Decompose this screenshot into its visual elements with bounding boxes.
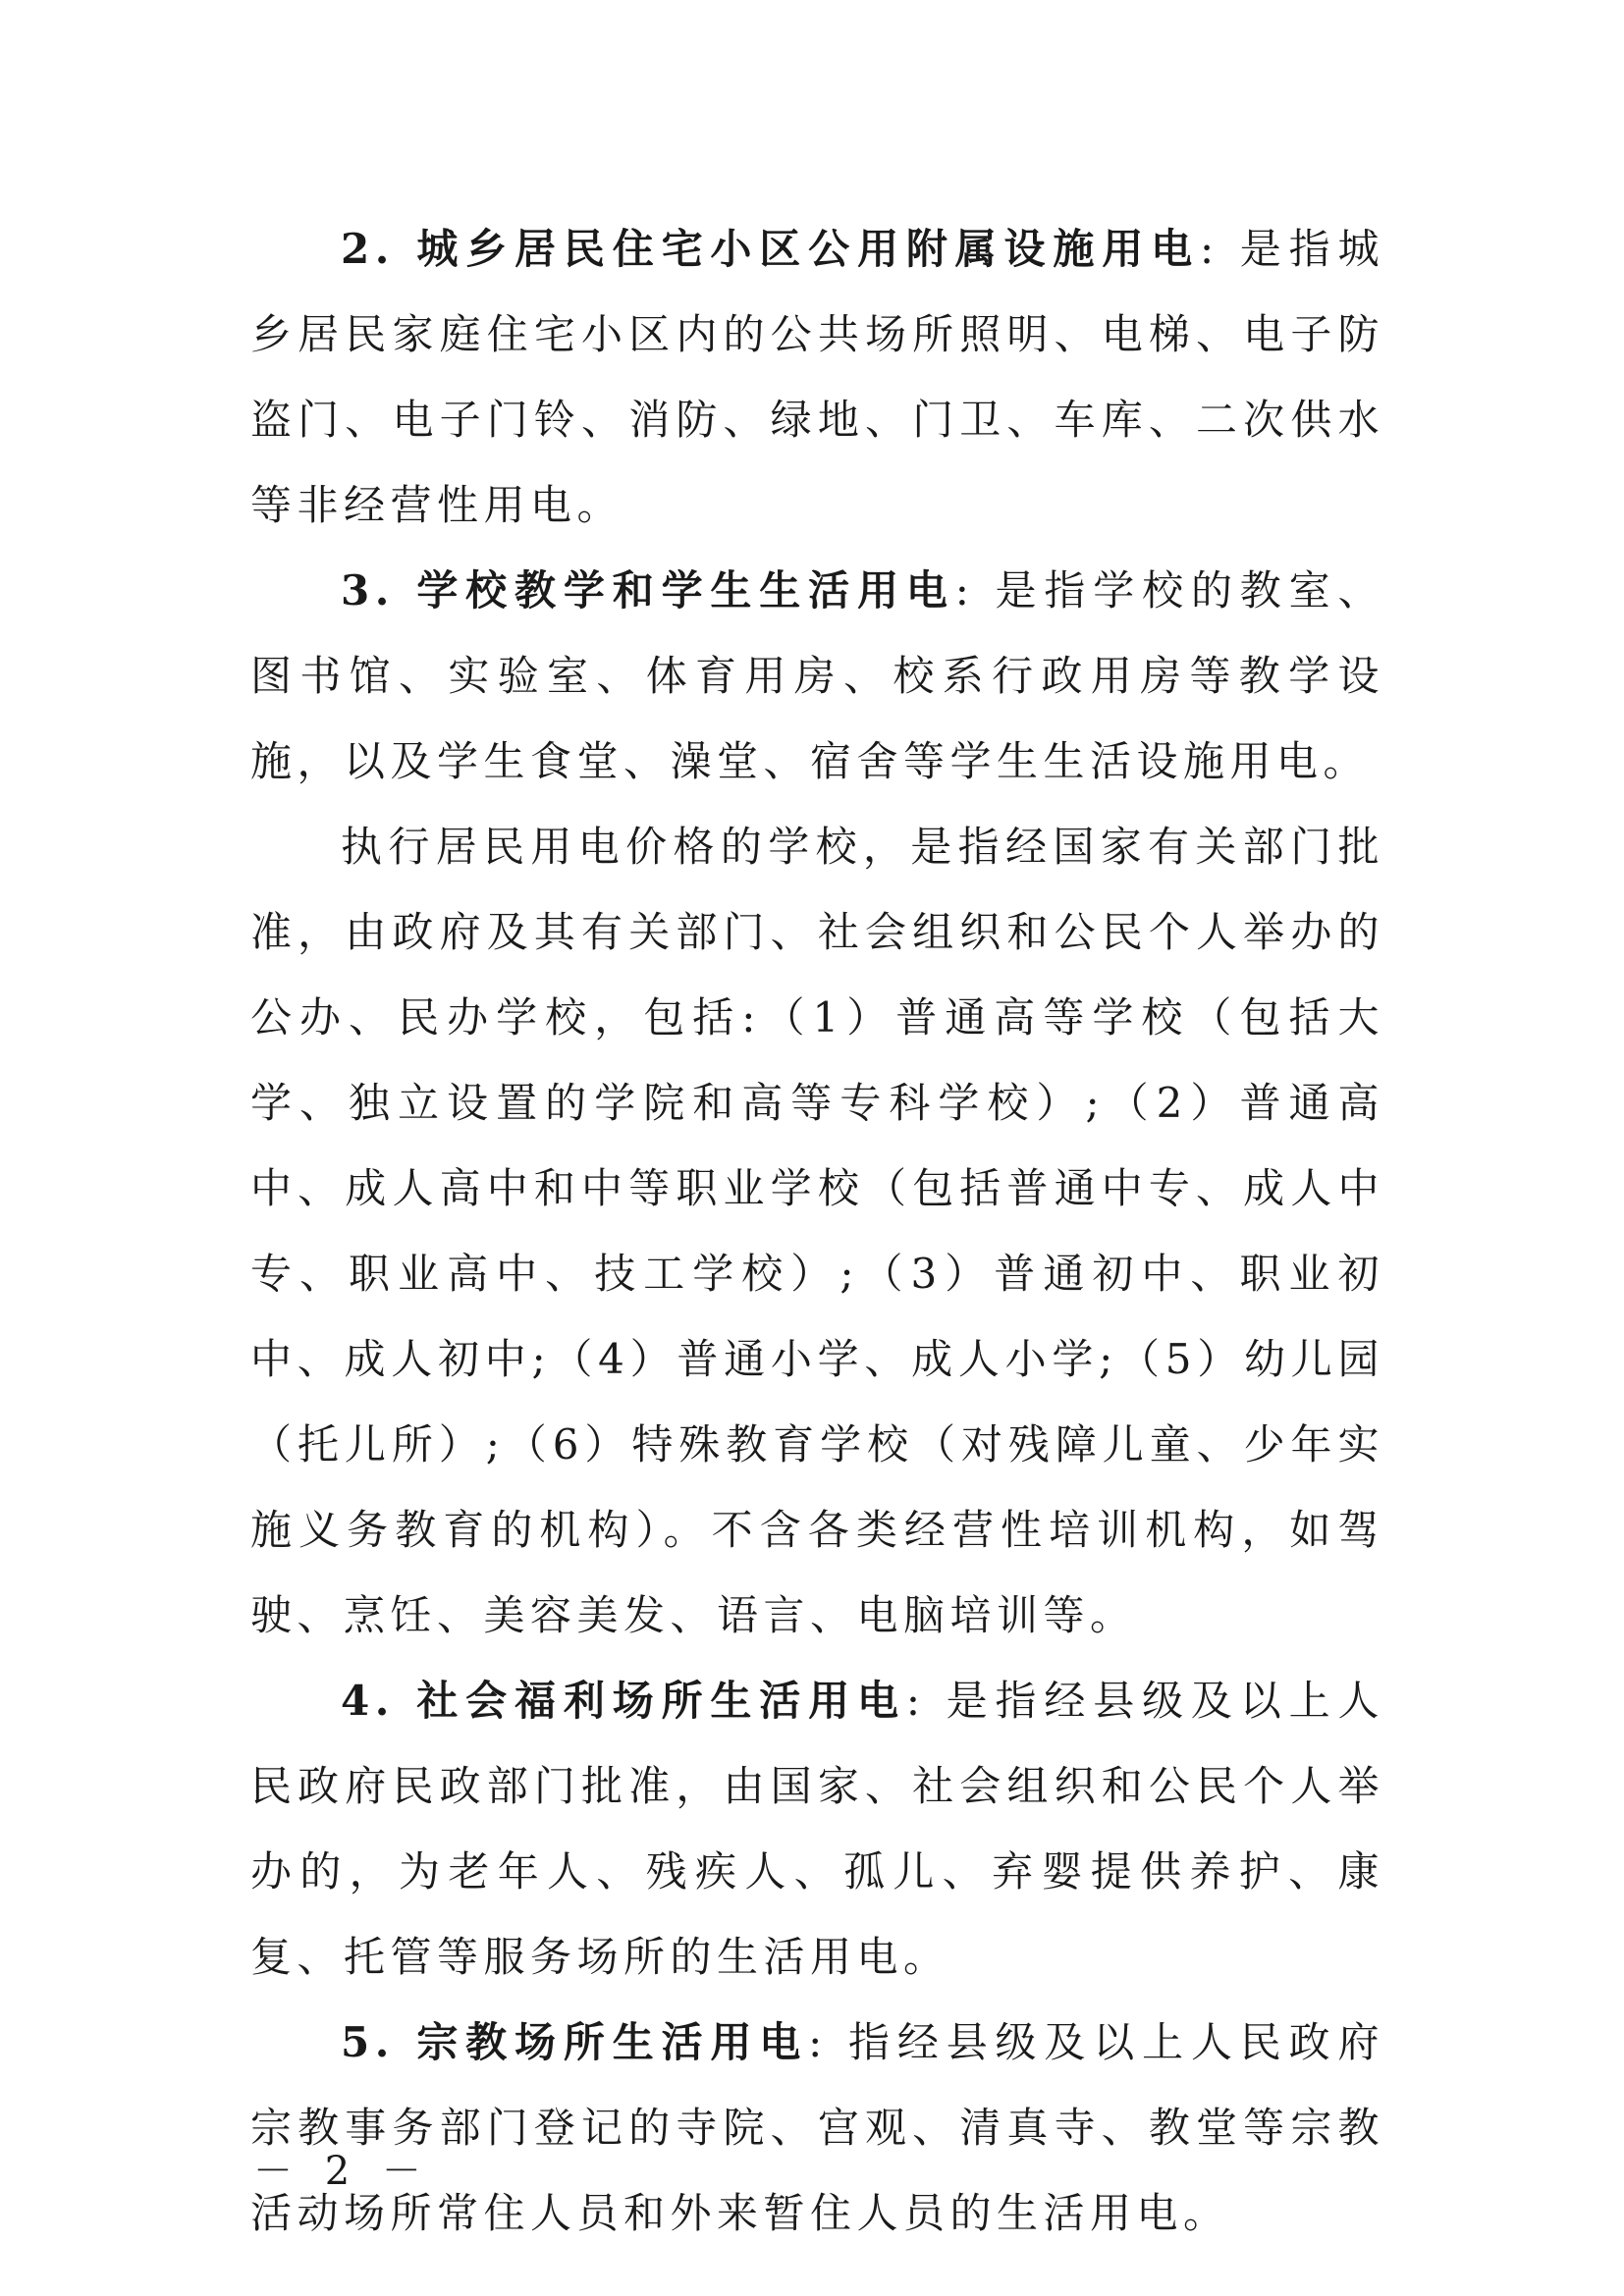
paragraph-heading: 5. 宗教场所生活用电 <box>341 2018 809 2066</box>
paragraph-heading: 4. 社会福利场所生活用电 <box>341 1677 906 1725</box>
paragraph-school-definition <box>250 804 1384 1658</box>
paragraph-text: : 指经县级及以上人民政府宗教事务部门登记的寺院、宫观、清真寺、教堂等宗教活动场所常住人员和外来暂住人员的生活用电。 <box>250 2018 1385 2237</box>
paragraph-text: : 是指学校的教室、图书馆、实验室、体育用房、校系行政用房等教学设施，以及学生食堂、澡堂、宿舍等学生生活设施用电。 <box>250 566 1384 785</box>
document-body <box>250 206 1384 2256</box>
paragraph-text: : 是指经县级及以上人民政府民政部门批准，由国家、社会组织和公民个人举办的，为老年人、残疾人、孤儿、弃婴提供养护、康复、托管等服务场所的生活用电。 <box>250 1677 1384 1981</box>
paragraph-religious-sites <box>250 2000 1384 2256</box>
paragraph-residential-facilities <box>250 206 1384 548</box>
paragraph-social-welfare <box>250 1658 1384 2000</box>
paragraph-text: 执行居民用电价格的学校，是指经国家有关部门批准，由政府及其有关部门、社会组织和公民个人举办的公办、民办学校，包括:（1）普通高等学校（包括大学、独立设置的学院和高等专科学校）;（2）普通高中、成人高中和中等职业学校（包括普通中专、成人中专、职业高中、技工学校）;（3）普通初中、职业初中、成人初中;（4）普通小学、成人小学;（5）幼儿园（托儿所）;（6）特殊教育学校（对残障儿童、少年实施义务教育的机构）。不含各类经营性培训机构，如驾驶、烹饪、美容美发、语言、电脑培训等。 <box>250 823 1384 1639</box>
paragraph-school-teaching <box>250 548 1384 804</box>
paragraph-heading: 3. 学校教学和学生生活用电 <box>341 566 955 614</box>
paragraph-heading: 2. 城乡居民住宅小区公用附属设施用电 <box>341 225 1200 273</box>
page-number: － 2 － <box>253 2149 431 2194</box>
paragraph-text: : 是指城乡居民家庭住宅小区内的公共场所照明、电梯、电子防盗门、电子门铃、消防、绿地、门卫、车库、二次供水等非经营性用电。 <box>250 225 1384 529</box>
